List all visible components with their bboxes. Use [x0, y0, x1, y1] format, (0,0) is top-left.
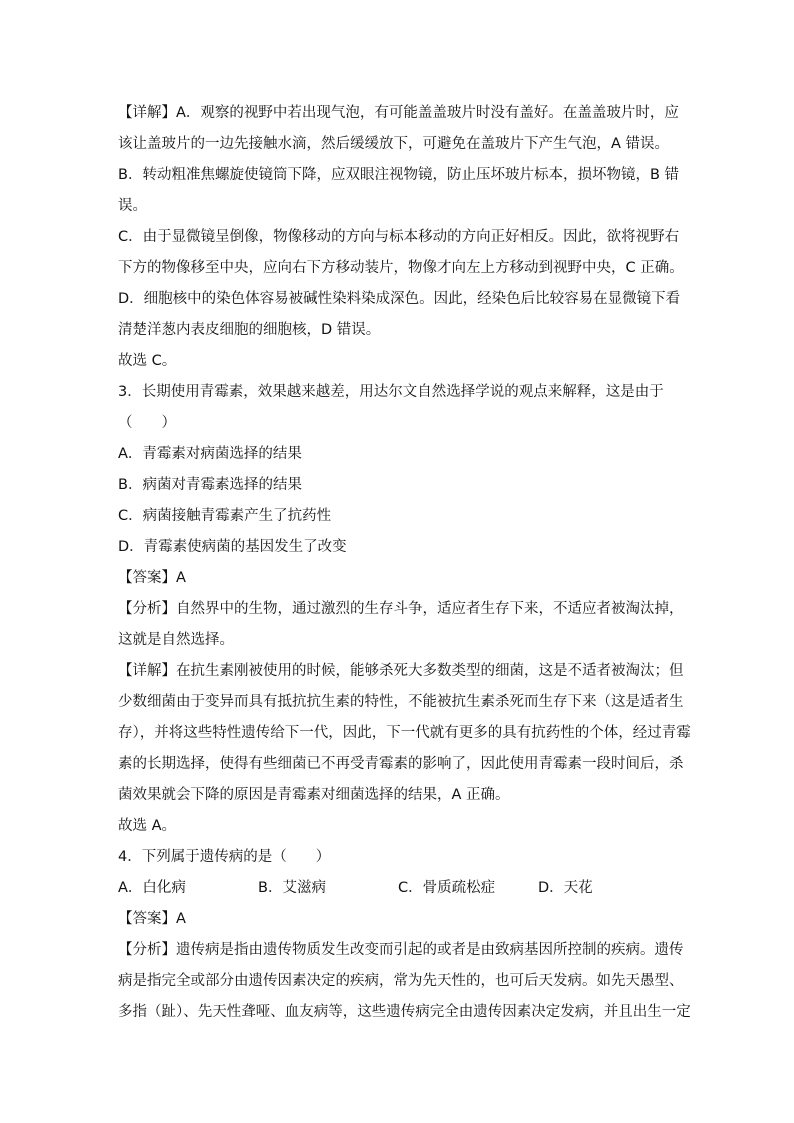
text-line: 该让盖玻片的一边先接触水滴，然后缓缓放下，可避免在盖玻片下产生气泡，A 错误。 [118, 136, 670, 152]
option-b: B．病菌对青霉素选择的结果 [118, 477, 302, 493]
answer-label: 【答案】A [118, 570, 186, 586]
answer-label: 【答案】A [118, 911, 186, 927]
option-d: D．青霉素使病菌的基因发生了改变 [118, 539, 347, 555]
text-line: 误。 [118, 198, 147, 214]
question-3-stem: 3．长期使用青霉素，效果越来越差，用达尔文自然选择学说的观点来解释，这是由于 [118, 384, 664, 400]
question-4-choices [118, 873, 698, 904]
detail-line: 菌效果就会下降的原因是青霉素对细菌选择的结果，A 正确。 [118, 787, 510, 803]
analysis-line: 【分析】自然界中的生物，通过激烈的生存斗争，适应者生存下来，不适应者被淘汰掉， [118, 601, 684, 617]
text-line: 清楚洋葱内表皮细胞的细胞核，D 错误。 [118, 322, 381, 338]
text-line: C．由于显微镜呈倒像，物像移动的方向与标本移动的方向正好相反。因此，欲将视野右 [118, 229, 680, 245]
detail-line: 【详解】在抗生素刚被使用的时候，能够杀死大多数类型的细菌，这是不适者被淘汰；但 [118, 663, 684, 679]
analysis-line: 多指（趾）、先天性聋哑、血友病等，这些遗传病完全由遗传因素决定发病，并且出生一定 [118, 1004, 691, 1020]
analysis-line: 【分析】遗传病是指由遗传物质发生改变而引起的或者是由致病基因所控制的疾病。遗传 [118, 942, 684, 958]
text-line: 【详解】A．观察的视野中若出现气泡，有可能盖盖玻片时没有盖好。在盖盖玻片时，应 [118, 105, 679, 121]
detail-line: 素的长期选择，使得有些细菌已不再受青霉素的影响了，因此使用青霉素一段时间后，杀 [118, 756, 684, 772]
text-line: 下方的物像移至中央，应向右下方移动装片，物像才向左上方移动到视野中央，C 正确。 [118, 260, 684, 276]
detail-line: 存），并将这些特性遗传给下一代，因此，下一代就有更多的具有抗药性的个体，经过青霉 [118, 725, 691, 741]
analysis-line: 这就是自然选择。 [118, 632, 234, 648]
choice-c: C．骨质疏松症 [398, 880, 496, 896]
option-c: C．病菌接触青霉素产生了抗药性 [118, 508, 332, 524]
choice-b: B．艾滋病 [258, 880, 326, 896]
text-line: D．细胞核中的染色体容易被碱性染料染成深色。因此，经染色后比较容易在显微镜下看 [118, 291, 681, 307]
question-3-blank: （ ） [118, 415, 176, 431]
detail-line: 少数细菌由于变异而具有抵抗抗生素的特性，不能被抗生素杀死而生存下来（这是适者生 [118, 694, 684, 710]
text-line: 故选 C。 [118, 353, 177, 369]
analysis-line: 病是指完全或部分由遗传因素决定的疾病，常为先天性的，也可后天发病。如先天愚型、 [118, 973, 684, 989]
choice-d: D．天花 [538, 880, 593, 896]
question-4-stem: 4．下列属于遗传病的是（ ） [118, 849, 331, 865]
option-a: A．青霉素对病菌选择的结果 [118, 446, 302, 462]
document-page [118, 98, 698, 1028]
text-line: B．转动粗准焦螺旋使镜筒下降，应双眼注视物镜，防止压坏玻片标本，损坏物镜，B 错 [118, 167, 680, 183]
conclusion-line: 故选 A。 [118, 818, 177, 834]
choice-a: A．白化病 [118, 880, 186, 896]
